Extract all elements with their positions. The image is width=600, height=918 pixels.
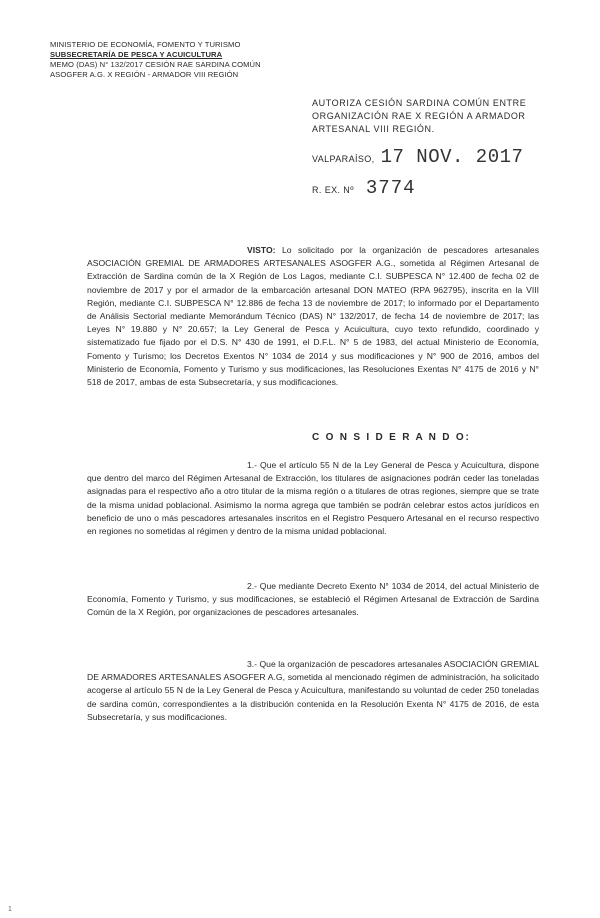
considerando-text-1: 1.- Que el artículo 55 N de la Ley General de Pesca y Acuicultura, dispone que dentro del marco del Régimen Artesanal de Extracción, los titulares de asignaciones podrán ceder las toneladas asignadas para el respectivo año a otro titular de la misma región o a titulares de otras regiones, siempre que se trate de la misma unidad poblacional. Asimismo la norma agrega que también se podrán celebrar estos actos jurídicos en beneficio de uno o más pescadores artesanales inscritos en el Registro Pesquero Artesanal en el recurso respectivo en regiones no sometidas al régimen y dentro de la misma unidad poblacional. <box>87 460 539 537</box>
date-stamp: 17 NOV. 2017 <box>380 146 524 168</box>
visto-paragraph <box>87 244 539 389</box>
resolution-number-label: R. EX. Nº <box>312 185 354 195</box>
letterhead <box>50 40 270 80</box>
visto-text: Lo solicitado por la organización de pescadores artesanales ASOCIACIÓN GREMIAL DE ARMADORES ARTESANALES ASOGFER A.G., sometida al Régimen Artesanal de Extracción de Sardina común de la X Región de Los Lagos, mediante C.I. SUBPESCA N° 12.400 de fecha 02 de noviembre de 2017 y por el armador de la embarcación artesanal DON MATEO (RPA 962795), inscrita en la VIII Región, mediante C.I. SUBPESCA N° 12.886 de fecha 13 de noviembre de 2017; lo informado por el Departamento de Análisis Sectorial mediante Memorándum Técnico (DAS) N° 132/2017, de fecha 14 de noviembre de 2017; las Leyes N° 19.880 y N° 20.657; la Ley General de Pesca y Acuicultura, cuyo texto refundido, coordinado y sistematizado fue fijado por el D.S. N° 430 de 1991, el D.F.L. N° 5 de 1983, del actual Ministerio de Economía, Fomento y Turismo; los Decretos Exentos N° 1034 de 2014 y sus modificaciones y N° 900 de 2016, ambos del Ministerio de Economía, Fomento y Turismo y sus modificaciones, las Resoluciones Exentas N° 4175 de 2016 y N° 518 de 2017, ambas de esta Subsecretaría, y sus modificaciones. <box>87 245 539 388</box>
considerando-text-2: 2.- Que mediante Decreto Exento N° 1034 de 2014, del actual Ministerio de Economía, Fomento y Turismo, y sus modificaciones, se estableció el Régimen Artesanal de Extracción de Sardina Común de la X Región, por organizaciones de pescadores artesanales. <box>87 581 539 618</box>
ministry-name: MINISTERIO DE ECONOMÍA, FOMENTO Y TURISMO <box>50 40 241 49</box>
memo-reference: MEMO (DAS) N° 132/2017 CESIÓN RAE SARDINA COMÚN <box>50 60 261 69</box>
resolution-title: AUTORIZA CESIÓN SARDINA COMÚN ENTRE ORGANIZACIÓN RAE X REGIÓN A ARMADOR ARTESANAL VIII REGIÓN. <box>312 98 527 134</box>
memo-subject: ASOGFER A.G. X REGIÓN - ARMADOR VIII REGIÓN <box>50 70 239 79</box>
considerando-paragraph-1 <box>87 459 539 538</box>
subsecretariat-name: SUBSECRETARÍA DE PESCA Y ACUICULTURA <box>50 50 223 59</box>
place-label: VALPARAÍSO, <box>312 154 375 164</box>
considerando-paragraph-3 <box>87 658 539 724</box>
considerando-text-3: 3.- Que la organización de pescadores artesanales ASOCIACIÓN GREMIAL DE ARMADORES ARTESANALES ASOGFER A.G, sometida al mencionado régimen de administración, ha solicitado acogerse al artículo 55 N de la Ley General de Pesca y Acuicultura, manifestando su voluntad de ceder 250 toneladas de sardina común, correspondientes a la distribución contenida en la Resolución Exenta N° 4175 de 2016, de esta Subsecretaría, y sus modificaciones. <box>87 659 539 722</box>
visto-label: VISTO: <box>247 245 276 255</box>
date-line <box>312 146 523 170</box>
considerando-paragraph-2 <box>87 580 539 620</box>
page-mark: 1 <box>8 906 12 913</box>
resolution-number-line <box>312 177 416 201</box>
considerando-heading: C O N S I D E R A N D O: <box>312 432 471 443</box>
resolution-number-stamp: 3774 <box>365 177 416 199</box>
